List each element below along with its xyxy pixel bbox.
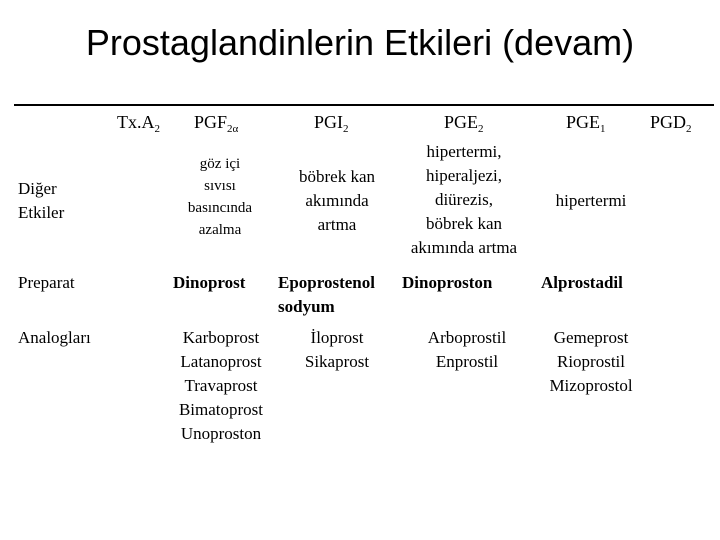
cell-line: Travaprost [184,376,258,395]
header-pge1-base: PGE [566,112,601,132]
cell-line: Rioprostil [556,352,625,371]
cell-line: akımında artma [410,238,518,257]
row-label-diger-etkiler [18,177,64,225]
cell-line: Arboprostil [427,328,507,347]
cell-line: akımında [305,191,369,210]
header-pge1 [566,110,606,134]
header-txa2-base: Tx.A [117,112,155,132]
cell-preparat-pgf2a: Dinoprost [173,273,246,292]
header-pgd2 [650,110,692,134]
header-pge2 [444,110,484,134]
table-top-rule [14,104,714,106]
cell-line: Sikaprost [304,352,370,371]
header-pgi2 [314,110,349,134]
row-label-line: Diğer [18,179,57,198]
cell-line: Latanoprost [180,352,262,371]
cell-line: Karboprost [182,328,260,347]
header-pgf2a-sub: 2α [227,123,239,135]
cell-line: Epoprostenol [278,273,375,292]
header-txa2 [117,110,160,134]
cell-line: böbrek kan [425,214,502,233]
header-pgf2a-base: PGF [194,112,228,132]
cell-analog-pge2 [412,326,522,374]
cell-line: Gemeprost [553,328,629,347]
cell-line: Bimatoprost [178,400,264,419]
header-txa2-sub: 2 [154,123,160,135]
cell-line: hipertermi, [426,142,502,161]
cell-analog-pgi2 [284,326,390,374]
cell-line: böbrek kan [298,167,375,186]
cell-line: göz içi [199,156,241,172]
cell-line: İloprost [310,328,364,347]
row-label-analoglari: Analogları [18,328,91,347]
header-pge1-sub: 1 [600,123,606,135]
cell-line: azalma [198,222,242,238]
header-pgd2-base: PGD [650,112,687,132]
cell-line: sıvısı [204,178,236,194]
cell-preparat-pgi2 [278,271,375,319]
header-pgi2-sub: 2 [343,123,349,135]
row-label-line: Etkiler [18,203,65,222]
header-pgf2a [194,110,238,134]
header-pge2-base: PGE [444,112,479,132]
cell-line: Unoproston [180,424,262,443]
cell-diger-pge1 [536,189,646,213]
cell-preparat-pge2: Dinoproston [402,273,493,292]
header-pge2-sub: 2 [478,123,484,135]
cell-preparat-pge1: Alprostadil [541,273,623,292]
cell-diger-pgf2a [160,153,280,241]
cell-analog-pge1 [536,326,646,398]
cell-line: Enprostil [435,352,499,371]
cell-line: sodyum [278,297,335,316]
header-pgd2-sub: 2 [686,123,692,135]
cell-line: hiperaljezi, [426,166,502,185]
cell-line: basıncında [187,200,253,216]
cell-line: diürezis, [434,190,494,209]
page-title: Prostaglandinlerin Etkileri (devam) [85,22,635,63]
cell-line: hipertermi [555,191,627,210]
header-pgi2-base: PGI [314,112,344,132]
cell-diger-pgi2 [278,165,396,237]
cell-diger-pge2 [396,140,532,260]
cell-analog-pgf2a [166,326,276,446]
cell-line: Mizoprostol [549,376,633,395]
row-label-preparat: Preparat [18,273,75,292]
cell-line: artma [317,215,357,234]
